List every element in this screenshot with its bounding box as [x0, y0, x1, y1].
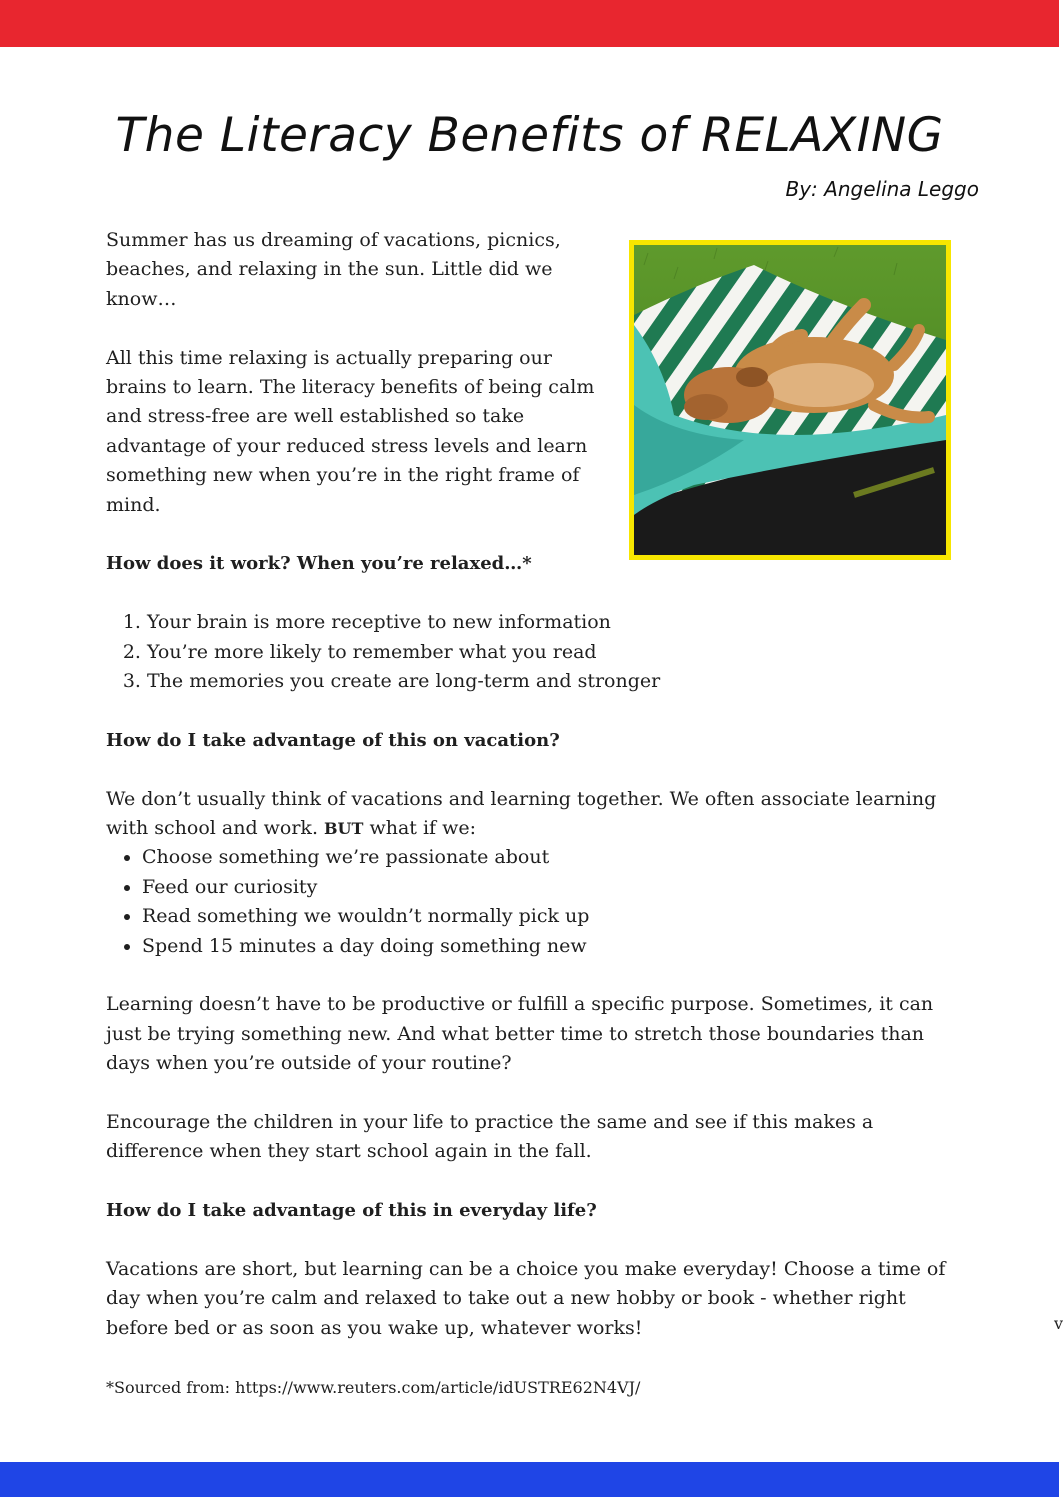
list-item: 2. You’re more likely to remember what you read — [147, 638, 966, 667]
how-it-works-heading: How does it work? When you’re relaxed…* — [106, 553, 532, 575]
vacation-lead — [106, 785, 966, 844]
top-color-bar — [0, 0, 1059, 47]
vacation-paragraph-1: Learning doesn’t have to be productive or fulfill a specific purpose. Sometimes, it can just be trying something new. And what better time to stretch those boundaries than days when you’re outside of your routine? — [106, 993, 934, 1075]
vacation-heading: How do I take advantage of this on vacation? — [106, 729, 560, 751]
everyday-heading: How do I take advantage of this in everyday life? — [106, 1200, 597, 1222]
dog-hammock-photo — [629, 240, 951, 560]
byline: By: Angelina Leggo — [785, 177, 979, 201]
vacation-list — [106, 843, 966, 961]
everyday-paragraph: Vacations are short, but learning can be a choice you make everyday! Choose a time of day when you’re calm and relaxed to take out a new hobby or book - whether right before bed or as soon as you wake up, whatever works! — [106, 1258, 946, 1339]
list-item: • Spend 15 minutes a day doing something new — [142, 932, 966, 961]
bottom-color-bar — [0, 1462, 1059, 1497]
vacation-paragraph-2: Encourage the children in your life to practice the same and see if this makes a difference when they start school again in the fall. — [106, 1111, 874, 1163]
vacation-lead-text-end: what if we: — [363, 817, 477, 840]
dog-photo-illustration — [634, 245, 946, 555]
edge-mark: v — [1054, 1314, 1063, 1333]
article-body — [106, 226, 966, 1431]
vacation-lead-emphasis: BUT — [324, 819, 364, 839]
intro-paragraph-2: All this time relaxing is actually preparing our brains to learn. The literacy benefits of being calm and stress-free are well established so take advantage of your reduced stress levels and learn something new when you’re in the right frame of mind. — [106, 346, 595, 516]
list-item: • Choose something we’re passionate about — [142, 843, 966, 872]
list-item: 3. The memories you create are long-term and stronger — [147, 667, 966, 696]
intro-paragraph-1: Summer has us dreaming of vacations, picnics, beaches, and relaxing in the sun. Little did we know… — [106, 229, 561, 310]
vacation-lead-text: We don’t usually think of vacations and learning together. We often associate learning with school and work. — [106, 787, 937, 840]
list-item: • Feed our curiosity — [142, 873, 966, 902]
list-item: 1. Your brain is more receptive to new information — [147, 608, 966, 637]
list-item: • Read something we wouldn’t normally pick up — [142, 902, 966, 931]
page-title: The Literacy Benefits of RELAXING — [115, 108, 944, 163]
how-it-works-list — [106, 608, 966, 696]
source-footnote: *Sourced from: https://www.reuters.com/article/idUSTRE62N4VJ/ — [106, 1377, 641, 1397]
